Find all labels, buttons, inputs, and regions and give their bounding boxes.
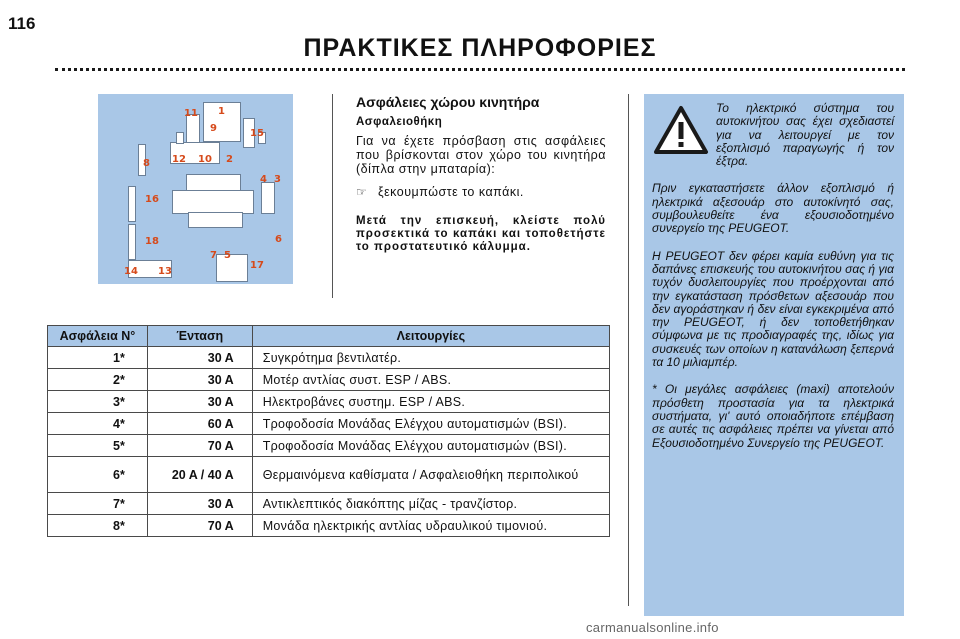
fuse-label: 1 bbox=[218, 106, 225, 117]
warning-box bbox=[644, 94, 904, 616]
fuse-block bbox=[261, 182, 275, 214]
fuse-label: 9 bbox=[210, 123, 217, 134]
table-row bbox=[48, 391, 610, 413]
page-number: 116 bbox=[8, 14, 36, 33]
fuse-label: 5 bbox=[224, 250, 231, 261]
fuse-label: 12 bbox=[172, 154, 186, 165]
warning-header bbox=[652, 102, 894, 168]
fuse-label: 15 bbox=[250, 128, 264, 139]
caution-note: Μετά την επισκευή, κλείστε πολύ προσεκτικά το καπάκι και τοποθετήστε το προστατευτικό κάλυμμα. bbox=[356, 215, 606, 253]
fuse-block bbox=[172, 190, 254, 214]
column-header-fuse-no: Ασφάλεια N° bbox=[48, 326, 148, 347]
fuse-number: 6* bbox=[48, 457, 148, 493]
fuse-block bbox=[176, 132, 184, 144]
fuse-label: 17 bbox=[250, 260, 264, 271]
warning-paragraph: Η PEUGEOT δεν φέρει καμία ευθύνη για τις δαπάνες επισκευής του αυτοκινήτου σας ή για τυχόν δυσλειτουργίες που προέρχονται από την εγκατάσταση πρόσθετων αξεσουάρ που δεν αγοράστηκαν ή δεν είναι εγκεκριμένα από την PEUGEOT, ή δεν τοποθετήθηκαν σύμφωνα με τις προδιαγραφές της, ιδίως για συσκευές των οποίων η κατανάλωση ξεπερνά τα 10 μιλιαμπέρ. bbox=[652, 248, 894, 370]
table-row bbox=[48, 493, 610, 515]
table-row bbox=[48, 457, 610, 493]
fuse-label: 13 bbox=[158, 266, 172, 277]
watermark: carmanualsonline.info bbox=[586, 620, 719, 635]
column-divider bbox=[332, 94, 333, 298]
dotted-divider bbox=[55, 68, 905, 71]
warning-paragraph: Πριν εγκαταστήσετε άλλον εξοπλισμό ή ηλεκτρικά αξεσουάρ στο αυτοκίνητό σας, συμβουλευθείτε ένα εξουσιοδοτημένο συνεργείο της PEUGEOT. bbox=[652, 181, 894, 236]
instruction-item bbox=[356, 185, 606, 199]
fuse-amperage: 60 A bbox=[147, 413, 252, 435]
fuse-label: 4 bbox=[260, 174, 267, 185]
fuse-number: 8* bbox=[48, 515, 148, 537]
fuse-number: 2* bbox=[48, 369, 148, 391]
fuse-number: 1* bbox=[48, 347, 148, 369]
fuse-block bbox=[128, 224, 136, 260]
fuse-block bbox=[216, 254, 248, 282]
fuse-label: 18 bbox=[145, 236, 159, 247]
fuse-table bbox=[47, 325, 610, 537]
fuse-function: Τροφοδοσία Μονάδας Ελέγχου αυτοματισμών (BSI). bbox=[252, 435, 609, 457]
table-row bbox=[48, 413, 610, 435]
warning-paragraph: Το ηλεκτρικό σύστημα του αυτοκινήτου σας έχει σχεδιαστεί για να λειτουργεί με τον εξοπλισμό παραγωγής ή τον έξτρα. bbox=[716, 101, 894, 169]
intro-paragraph: Για να έχετε πρόσβαση στις ασφάλειες που βρίσκονται στον χώρο του κινητήρα (δίπλα στην μπαταρία): bbox=[356, 134, 606, 176]
fuse-block bbox=[188, 212, 243, 228]
fuse-amperage: 30 A bbox=[147, 391, 252, 413]
fuse-number: 5* bbox=[48, 435, 148, 457]
fuse-function: Θερμαινόμενα καθίσματα / Ασφαλειοθήκη περιπολικού bbox=[252, 457, 609, 493]
fuse-label: 3 bbox=[274, 174, 281, 185]
page-title: ΠΡΑΚΤΙΚΕΣ ΠΛΗΡΟΦΟΡΙΕΣ bbox=[303, 34, 657, 62]
table-row bbox=[48, 515, 610, 537]
table-header-row bbox=[48, 326, 610, 347]
table-row bbox=[48, 435, 610, 457]
fuse-amperage: 70 A bbox=[147, 435, 252, 457]
column-header-functions: Λειτουργίες bbox=[252, 326, 609, 347]
fuse-amperage: 30 A bbox=[147, 347, 252, 369]
fuse-number: 3* bbox=[48, 391, 148, 413]
instruction-text: ξεκουμπώστε το καπάκι. bbox=[378, 185, 524, 199]
fuse-function: Συγκρότημα βεντιλατέρ. bbox=[252, 347, 609, 369]
column-divider bbox=[628, 94, 629, 606]
fuse-block bbox=[128, 186, 136, 222]
warning-paragraph: * Οι μεγάλες ασφάλειες (maxi) αποτελούν πρόσθετη προστασία για τα ηλεκτρικά συστήματα, γι' αυτό οποιαδήποτε επέμβαση σε αυτές τις ασφάλειες πρέπει να γίνεται από Εξουσιοδοτημένο Συνεργείο της PEUGEOT. bbox=[652, 382, 894, 450]
fuse-amperage: 70 A bbox=[147, 515, 252, 537]
fuse-label: 6 bbox=[275, 234, 282, 245]
section-heading: Ασφάλειες χώρου κινητήρα bbox=[356, 94, 540, 110]
fuse-label: 14 bbox=[124, 266, 138, 277]
sub-heading: Ασφαλειοθήκη bbox=[356, 116, 443, 128]
table-row bbox=[48, 347, 610, 369]
column-header-amperage: Ένταση bbox=[147, 326, 252, 347]
fuse-function: Μοτέρ αντλίας συστ. ESP / ABS. bbox=[252, 369, 609, 391]
fuse-box-diagram bbox=[98, 94, 293, 284]
fuse-label: 16 bbox=[145, 194, 159, 205]
fuse-function: Μονάδα ηλεκτρικής αντλίας υδραυλικού τιμονιού. bbox=[252, 515, 609, 537]
warning-triangle-icon bbox=[652, 104, 710, 156]
fuse-label: 11 bbox=[184, 108, 198, 119]
fuse-label: 8 bbox=[143, 158, 150, 169]
engine-fuses-section bbox=[356, 94, 606, 254]
fuse-label: 10 bbox=[198, 154, 212, 165]
fuse-function: Αντικλεπτικός διακόπτης μίζας - τρανζίστορ. bbox=[252, 493, 609, 515]
fuse-number: 4* bbox=[48, 413, 148, 435]
table-row bbox=[48, 369, 610, 391]
fuse-number: 7* bbox=[48, 493, 148, 515]
fuse-amperage: 30 A bbox=[147, 493, 252, 515]
fuse-function: Τροφοδοσία Μονάδας Ελέγχου αυτοματισμών (BSI). bbox=[252, 413, 609, 435]
fuse-function: Ηλεκτροβάνες συστημ. ESP / ABS. bbox=[252, 391, 609, 413]
fuse-label: 2 bbox=[226, 154, 233, 165]
fuse-amperage: 30 A bbox=[147, 369, 252, 391]
fuse-amperage: 20 A / 40 A bbox=[147, 457, 252, 493]
fuse-label: 7 bbox=[210, 250, 217, 261]
pointing-hand-icon: ☞ bbox=[356, 185, 368, 199]
